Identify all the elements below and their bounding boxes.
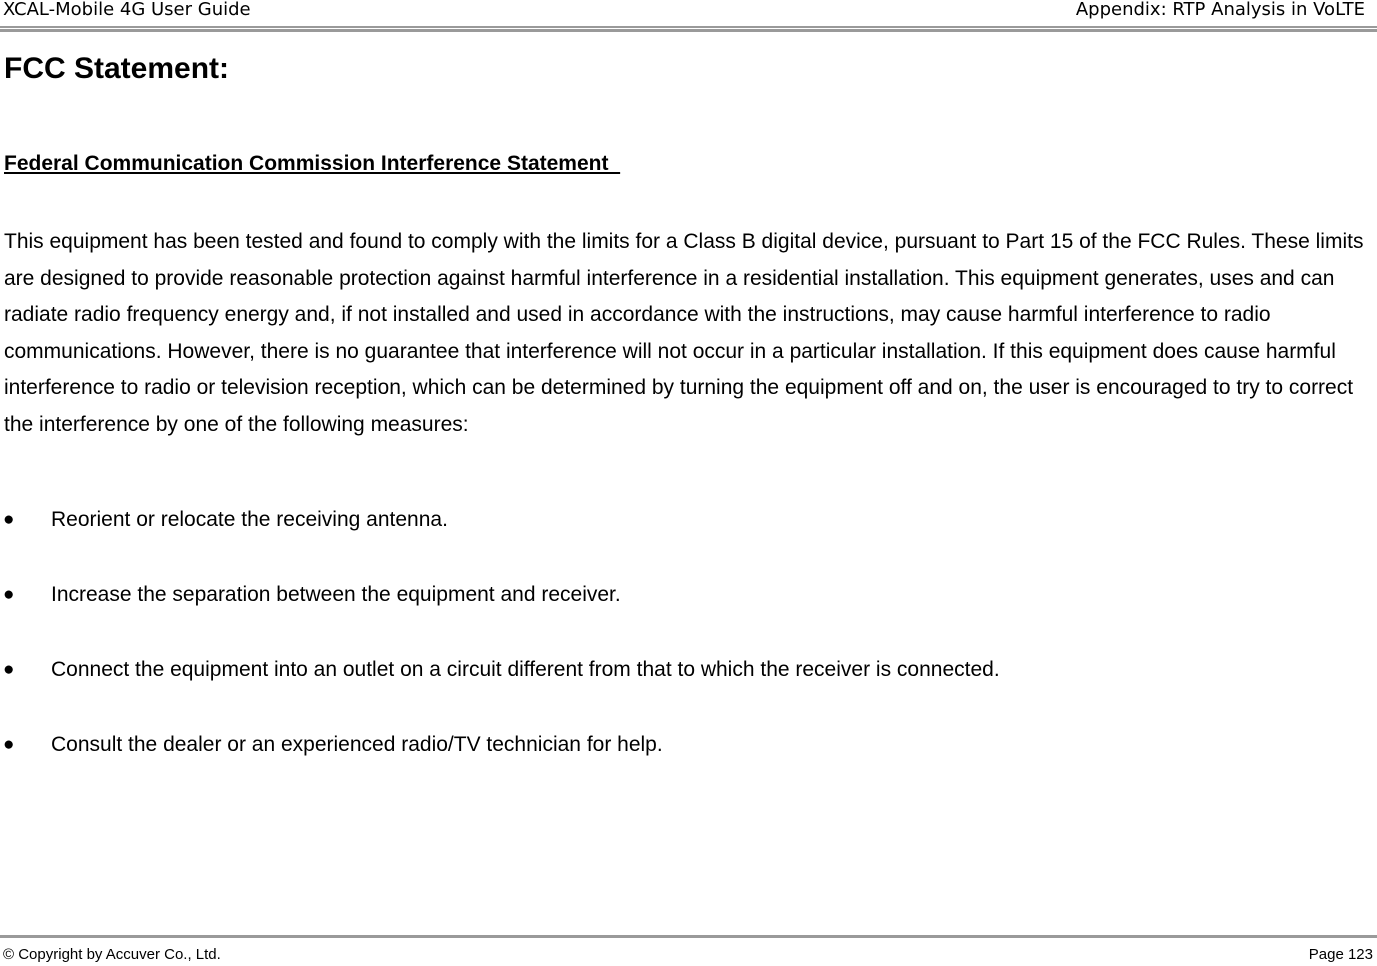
- footer-copyright: © Copyright by Accuver Co., Ltd.: [3, 946, 221, 963]
- measure-text: Consult the dealer or an experienced radio/TV technician for help.: [51, 733, 663, 756]
- bullet-icon: ●: [3, 659, 15, 680]
- page-number: Page 123: [1308, 946, 1373, 963]
- header-divider: [0, 26, 1377, 32]
- section-subtitle: Federal Communication Commission Interference Statement: [4, 152, 621, 175]
- header-document-title: XCAL-Mobile 4G User Guide: [3, 0, 251, 20]
- measure-text: Increase the separation between the equipment and receiver.: [51, 583, 621, 606]
- measure-text: Connect the equipment into an outlet on a circuit different from that to which the receiver is connected.: [51, 658, 1000, 681]
- header-section-title: Appendix: RTP Analysis in VoLTE: [1075, 0, 1365, 20]
- bullet-icon: ●: [3, 509, 15, 530]
- bullet-icon: ●: [3, 734, 15, 755]
- page-title: FCC Statement:: [4, 52, 230, 85]
- page-header: [0, 0, 1377, 24]
- body-paragraph: This equipment has been tested and found to comply with the limits for a Class B digital device, pursuant to Part 15 of the FCC Rules. These limits are designed to provide reasonable protection against harmful interference in a residential installation. This equipment generates, uses and can radiate radio frequency energy and, if not installed and used in accordance with the instructions, may cause harmful interference to radio communications. However, there is no guarantee that interference will not occur in a particular installation. If this equipment does cause harmful interference to radio or television reception, which can be determined by turning the equipment off and on, the user is encouraged to try to correct the interference by one of the following measures:: [4, 230, 1364, 436]
- footer-divider: [0, 935, 1377, 938]
- bullet-icon: ●: [3, 584, 15, 605]
- measure-text: Reorient or relocate the receiving antenna.: [51, 508, 448, 531]
